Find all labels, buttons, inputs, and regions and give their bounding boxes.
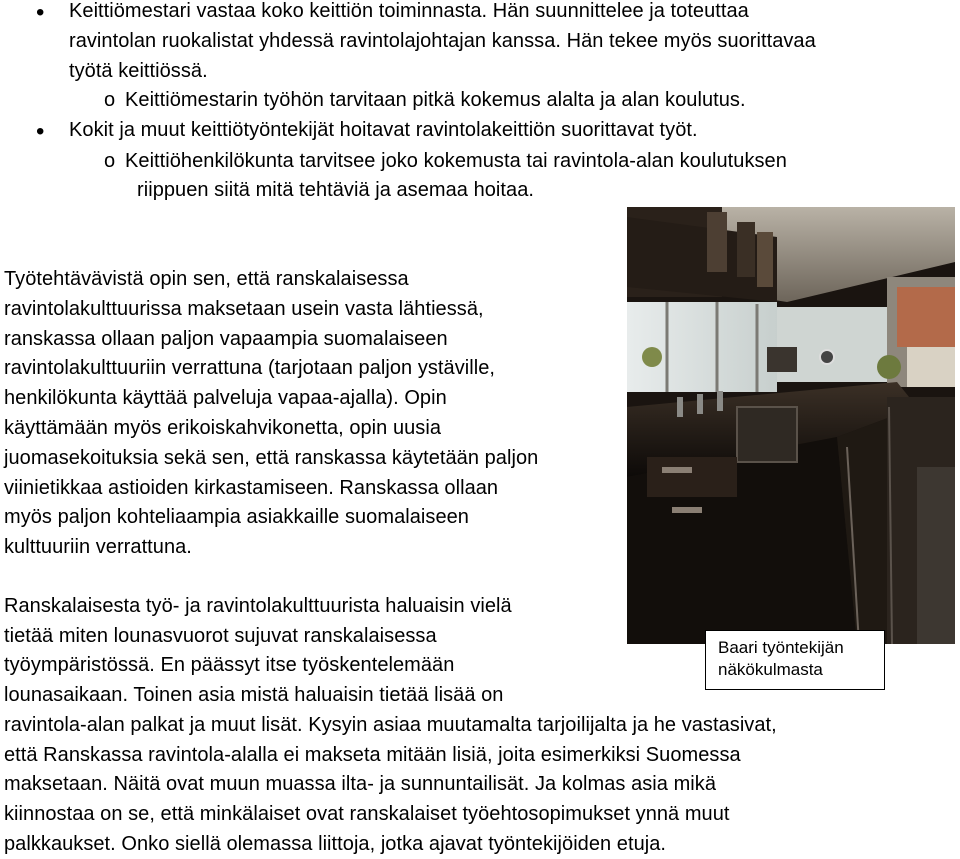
bullet-2-line-1: Kokit ja muut keittiötyöntekijät hoitavat ravintolakeittiön suorittavat työt. <box>69 119 698 141</box>
paragraph-line: ranskassa ollaan paljon vapaampia suomalaiseen <box>4 328 448 350</box>
paragraph-line: työympäristössä. En päässyt itse työskentelemään <box>4 654 455 676</box>
paragraph-line: Työtehtävävistä opin sen, että ranskalaisessa <box>4 268 409 290</box>
paragraph-line: että Ranskassa ravintola-alalla ei makseta mitään lisiä, joita esimerkiksi Suomessa <box>4 744 741 766</box>
bullet-1-line-2: ravintolan ruokalistat yhdessä ravintolajohtajan kanssa. Hän tekee myös suorittavaa <box>69 30 816 52</box>
bar-photo-image <box>627 207 955 644</box>
bar-photo <box>627 207 955 644</box>
bullet-1-line-1: Keittiömestari vastaa koko keittiön toiminnasta. Hän suunnittelee ja toteuttaa <box>69 0 749 22</box>
paragraph-line: ravintolakulttuurissa maksetaan usein vasta lähtiessä, <box>4 298 484 320</box>
bullet-symbol: • <box>36 118 45 145</box>
paragraph-line: tietää miten lounasvuorot sujuvat ranskalaisessa <box>4 625 437 647</box>
bullet-1-line-3: työtä keittiössä. <box>69 60 208 82</box>
paragraph-line: Ranskalaisesta työ- ja ravintolakulttuurista haluaisin vielä <box>4 595 512 617</box>
paragraph-line: kiinnostaa on se, että minkälaiset ovat ranskalaiset työehtosopimukset ynnä muut <box>4 803 730 825</box>
paragraph-line: maksetaan. Näitä ovat muun muassa ilta- ja sunnuntailisät. Ja kolmas asia mikä <box>4 773 717 795</box>
paragraph-line: henkilökunta käyttää palveluja vapaa-ajalla). Opin <box>4 387 447 409</box>
paragraph-line: viinietikkaa astioiden kirkastamiseen. Ranskassa ollaan <box>4 477 499 499</box>
paragraph-line: kulttuuriin verrattuna. <box>4 536 192 558</box>
paragraph-line: ravintolakulttuuriin verrattuna (tarjotaan paljon ystäville, <box>4 357 496 379</box>
sub-bullet-1-line-1: Keittiömestarin työhön tarvitaan pitkä kokemus alalta ja alan koulutus. <box>125 89 746 111</box>
caption-line: näkökulmasta <box>718 660 823 679</box>
bullet-symbol: • <box>36 0 45 26</box>
sub-bullet-2-line-2: riippuen siitä mitä tehtäviä ja asemaa hoitaa. <box>137 179 534 201</box>
paragraph-line: palkkaukset. Onko siellä olemassa liittoja, jotka ajavat työntekijöiden etuja. <box>4 833 667 855</box>
sub-bullet-symbol: o <box>104 89 116 111</box>
paragraph-line: juomasekoituksia sekä sen, että ranskassa käytetään paljon <box>4 447 539 469</box>
paragraph-line: lounasaikaan. Toinen asia mistä haluaisin tietää lisää on <box>4 684 504 706</box>
paragraph-line: ravintola-alan palkat ja muut lisät. Kysyin asiaa muutamalta tarjoilijalta ja he vastasivat, <box>4 714 777 736</box>
paragraph-line: käyttämään myös erikoiskahvikonetta, opin uusia <box>4 417 442 439</box>
caption-line: Baari työntekijän <box>718 638 844 657</box>
sub-bullet-symbol: o <box>104 150 116 172</box>
paragraph-line: myös paljon kohteliaampia asiakkaille suomalaiseen <box>4 506 469 528</box>
photo-caption <box>705 630 885 690</box>
sub-bullet-2-line-1: Keittiöhenkilökunta tarvitsee joko kokemusta tai ravintola-alan koulutuksen <box>125 150 787 172</box>
